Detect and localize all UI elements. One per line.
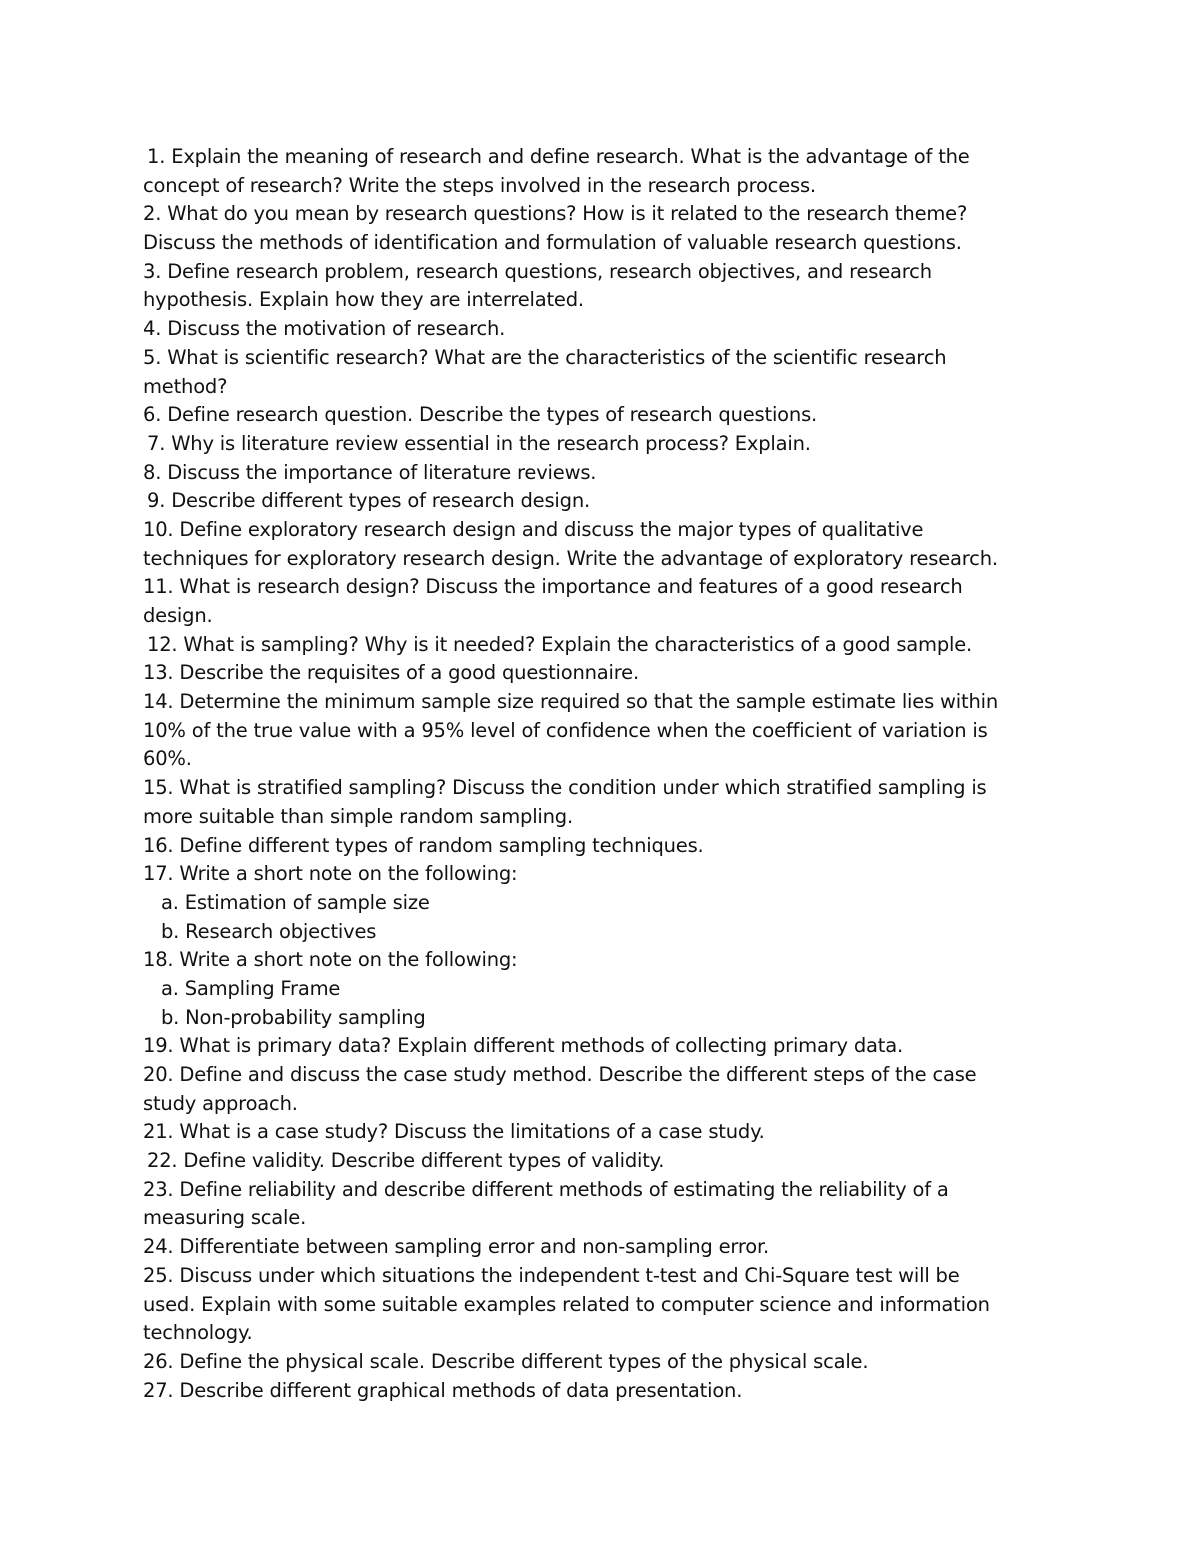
- question-line: hypothesis. Explain how they are interrelated.: [143, 288, 584, 312]
- question-line: 3. Define research problem, research questions, research objectives, and research: [143, 259, 932, 283]
- question-line: 8. Discuss the importance of literature reviews.: [143, 460, 597, 484]
- question-line: techniques for exploratory research design. Write the advantage of exploratory research.: [143, 546, 998, 570]
- question-line: 6. Define research question. Describe the types of research questions.: [143, 403, 818, 427]
- question-line: 25. Discuss under which situations the independent t-test and Chi-Square test will be: [143, 1263, 960, 1287]
- question-line: 60%.: [143, 747, 192, 771]
- sub-question-line: a. Estimation of sample size: [161, 890, 430, 914]
- question-line: 1. Explain the meaning of research and define research. What is the advantage of the: [147, 145, 970, 168]
- question-line: 12. What is sampling? Why is it needed? Explain the characteristics of a good sample.: [147, 632, 973, 656]
- question-line: 24. Differentiate between sampling error and non-sampling error.: [143, 1235, 769, 1259]
- question-line: 19. What is primary data? Explain different methods of collecting primary data.: [143, 1034, 903, 1058]
- question-line: 11. What is research design? Discuss the importance and features of a good research: [143, 575, 963, 599]
- sub-question-line: b. Research objectives: [161, 919, 377, 943]
- question-line: 7. Why is literature review essential in the research process? Explain.: [147, 431, 811, 455]
- question-line: 21. What is a case study? Discuss the limitations of a case study.: [143, 1120, 765, 1144]
- question-line: 9. Describe different types of research design.: [147, 489, 590, 513]
- question-line: concept of research? Write the steps involved in the research process.: [143, 173, 816, 197]
- question-line: 18. Write a short note on the following:: [143, 948, 518, 972]
- question-list: [143, 143, 1053, 1405]
- question-line: 15. What is stratified sampling? Discuss the condition under which stratified sampling is: [143, 776, 987, 800]
- question-line: 23. Define reliability and describe different methods of estimating the reliability of a: [143, 1177, 949, 1201]
- question-line: more suitable than simple random sampling.: [143, 804, 573, 828]
- question-line: 10. Define exploratory research design and discuss the major types of qualitative: [143, 517, 924, 541]
- question-line: 10% of the true value with a 95% level of confidence when the coefficient of variation is: [143, 718, 988, 742]
- question-line: technology.: [143, 1321, 253, 1345]
- question-line: 16. Define different types of random sampling techniques.: [143, 833, 704, 857]
- question-line: study approach.: [143, 1091, 298, 1115]
- question-line: measuring scale.: [143, 1206, 307, 1230]
- sub-question-line: a. Sampling Frame: [161, 976, 341, 1000]
- question-line: 4. Discuss the motivation of research.: [143, 317, 506, 341]
- question-line: 5. What is scientific research? What are the characteristics of the scientific research: [143, 345, 947, 369]
- question-line: 13. Describe the requisites of a good questionnaire.: [143, 661, 639, 685]
- question-line: 27. Describe different graphical methods of data presentation.: [143, 1378, 743, 1402]
- question-line: 22. Define validity. Describe different types of validity.: [147, 1149, 665, 1173]
- question-line: 14. Determine the minimum sample size required so that the sample estimate lies within: [143, 690, 998, 714]
- question-line: 26. Define the physical scale. Describe different types of the physical scale.: [143, 1349, 869, 1373]
- question-line: design.: [143, 604, 213, 627]
- question-line: method?: [143, 374, 228, 398]
- question-line: Discuss the methods of identification and formulation of valuable research questions.: [143, 231, 962, 255]
- question-line: 20. Define and discuss the case study method. Describe the different steps of the case: [143, 1063, 977, 1086]
- question-line: 17. Write a short note on the following:: [143, 862, 518, 886]
- sub-question-line: b. Non-probability sampling: [161, 1005, 426, 1029]
- question-line: 2. What do you mean by research questions? How is it related to the research theme?: [143, 202, 968, 226]
- question-line: used. Explain with some suitable examples related to computer science and information: [143, 1292, 990, 1316]
